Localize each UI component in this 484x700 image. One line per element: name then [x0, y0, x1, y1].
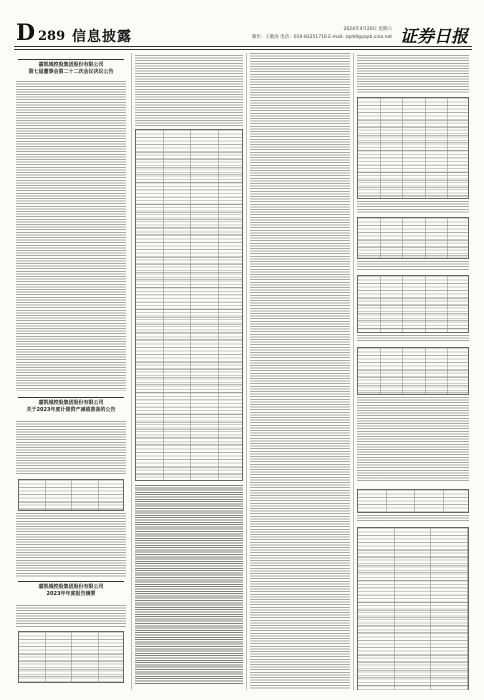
body-text-4 [16, 605, 126, 627]
newspaper-logo: 证券日报 [400, 27, 468, 47]
announcement-header-1 [18, 59, 124, 76]
body-text-2 [16, 421, 126, 475]
column-2 [135, 53, 243, 690]
announcement-header-3 [18, 581, 124, 598]
impairment-table [18, 479, 124, 511]
page-letter: D [16, 20, 36, 46]
body-text-8 [357, 201, 469, 213]
body-text-3 [16, 513, 126, 577]
body-text-9 [357, 261, 469, 271]
page-number: 289 [38, 29, 66, 44]
company-name: 嘉凯城控股集团股份有限公司 [38, 584, 104, 590]
subsidiary-table [135, 129, 243, 481]
matters-table [357, 527, 469, 690]
shareholder-table [357, 275, 469, 333]
date-line: 2024年4月20日 星期六 [343, 27, 392, 32]
body-text-7 [357, 55, 469, 93]
announcement-title: 第七届董事会第二十二次会议决议公告 [28, 69, 114, 75]
body-text-10 [357, 335, 469, 343]
announcement-title: 2023年年度报告摘要 [46, 591, 96, 597]
column-1 [16, 53, 126, 690]
body-text-1 [16, 81, 126, 391]
contact-line: 制作：王敬涛 电话：010-83251716 E-mail: zqrb9@zqrb.sina.net [251, 35, 392, 40]
shareholding-table [357, 347, 469, 395]
company-name: 嘉凯城控股集团股份有限公司 [38, 400, 104, 406]
bond-table [357, 489, 469, 513]
body-text-12 [357, 515, 469, 523]
column-3 [250, 53, 350, 690]
financial-data-table [357, 97, 469, 199]
subsidiary-table-continued [135, 485, 243, 685]
masthead-rule-thin [14, 49, 472, 50]
section-title: 信息披露 [72, 29, 132, 45]
body-text-11 [357, 397, 469, 483]
body-text-6 [250, 53, 350, 690]
company-name: 嘉凯城控股集团股份有限公司 [38, 62, 104, 68]
announcement-header-2 [18, 397, 124, 414]
column-4 [357, 53, 469, 690]
masthead-rule [14, 46, 472, 47]
announcement-title: 关于2023年度计提资产减值准备的公告 [26, 407, 116, 413]
quarterly-data-table [357, 217, 469, 259]
masthead [14, 22, 472, 46]
body-text-5 [135, 55, 243, 127]
company-info-table [18, 631, 124, 683]
